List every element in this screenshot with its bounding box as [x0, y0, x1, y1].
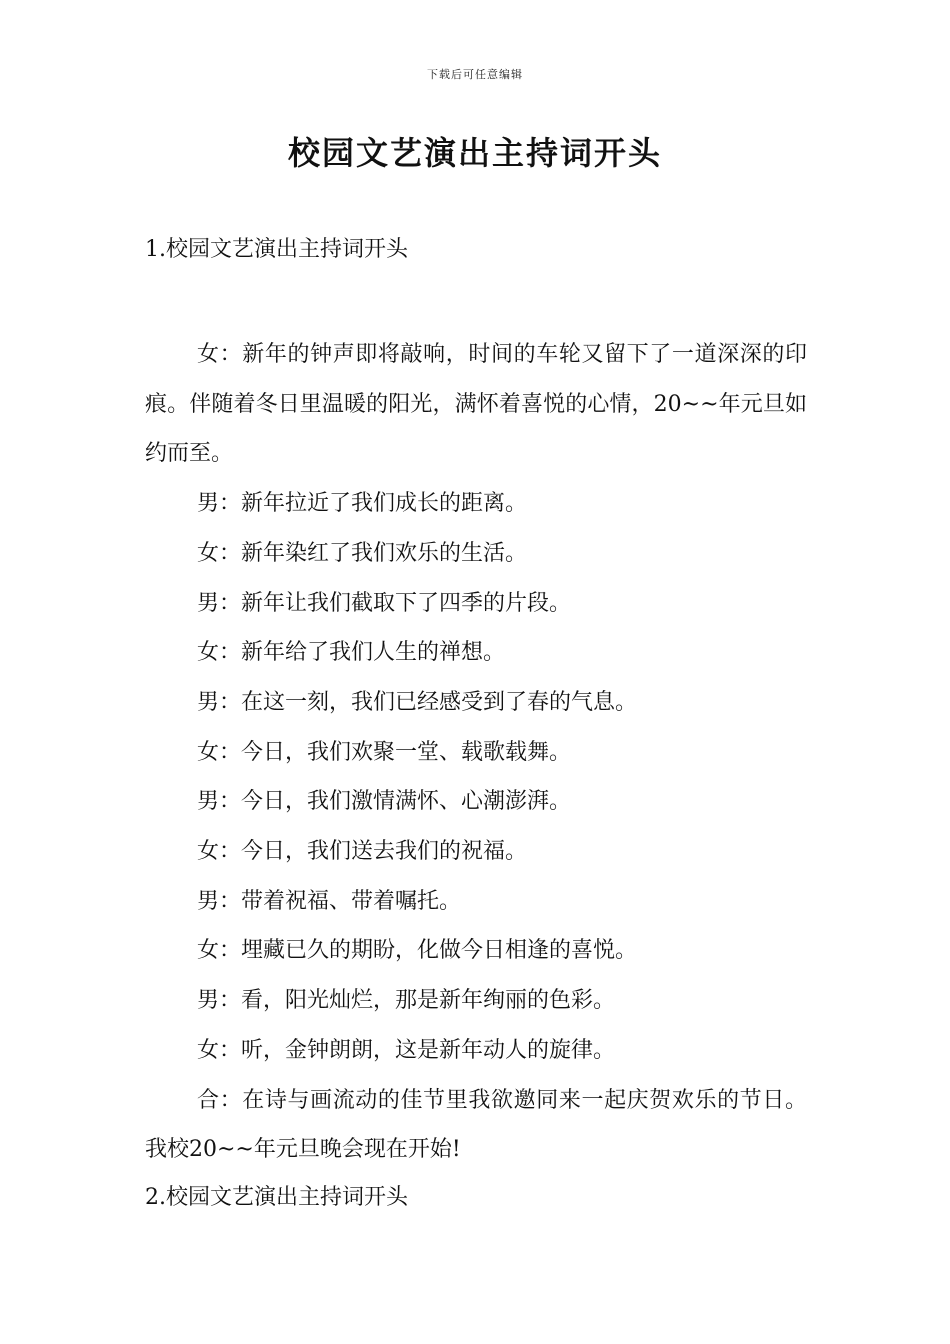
paragraph: 男：今日，我们激情满怀、心潮澎湃。 [197, 789, 572, 815]
paragraph: 女：今日，我们欢聚一堂、载歌载舞。 [197, 739, 572, 765]
paragraph: 女：新年的钟声即将敲响，时间的车轮又留下了一道深深的印痕。伴随着冬日里温暖的阳光，满怀着喜悦的心情，20~~年元旦如约而至。 [145, 342, 807, 467]
paragraph: 男：看，阳光灿烂，那是新年绚丽的色彩。 [197, 988, 616, 1014]
paragraph: 男：在这一刻，我们已经感受到了春的气息。 [197, 689, 638, 715]
paragraph: 女：新年染红了我们欢乐的生活。 [197, 540, 528, 566]
body-text [145, 330, 807, 1175]
paragraph: 合：在诗与画流动的佳节里我欲邀同来一起庆贺欢乐的节日。我校20~~年元旦晚会现在开始! [145, 1087, 807, 1163]
paragraph: 女：埋藏已久的期盼，化做今日相逢的喜悦。 [197, 938, 638, 964]
section-heading-2: 2.校园文艺演出主持词开头 [145, 1185, 408, 1210]
paragraph: 男：新年让我们截取下了四季的片段。 [197, 590, 572, 616]
paragraph: 女：今日，我们送去我们的祝福。 [197, 839, 528, 865]
document-title: 校园文艺演出主持词开头 [287, 134, 662, 172]
paragraph: 男：新年拉近了我们成长的距离。 [197, 491, 528, 517]
header-note: 下载后可任意编辑 [427, 68, 523, 81]
paragraph: 女：新年给了我们人生的禅想。 [197, 640, 506, 666]
paragraph: 女：听，金钟朗朗，这是新年动人的旋律。 [197, 1037, 616, 1063]
section-heading-1: 1.校园文艺演出主持词开头 [145, 237, 408, 262]
paragraph: 男：带着祝福、带着嘱托。 [197, 888, 462, 914]
